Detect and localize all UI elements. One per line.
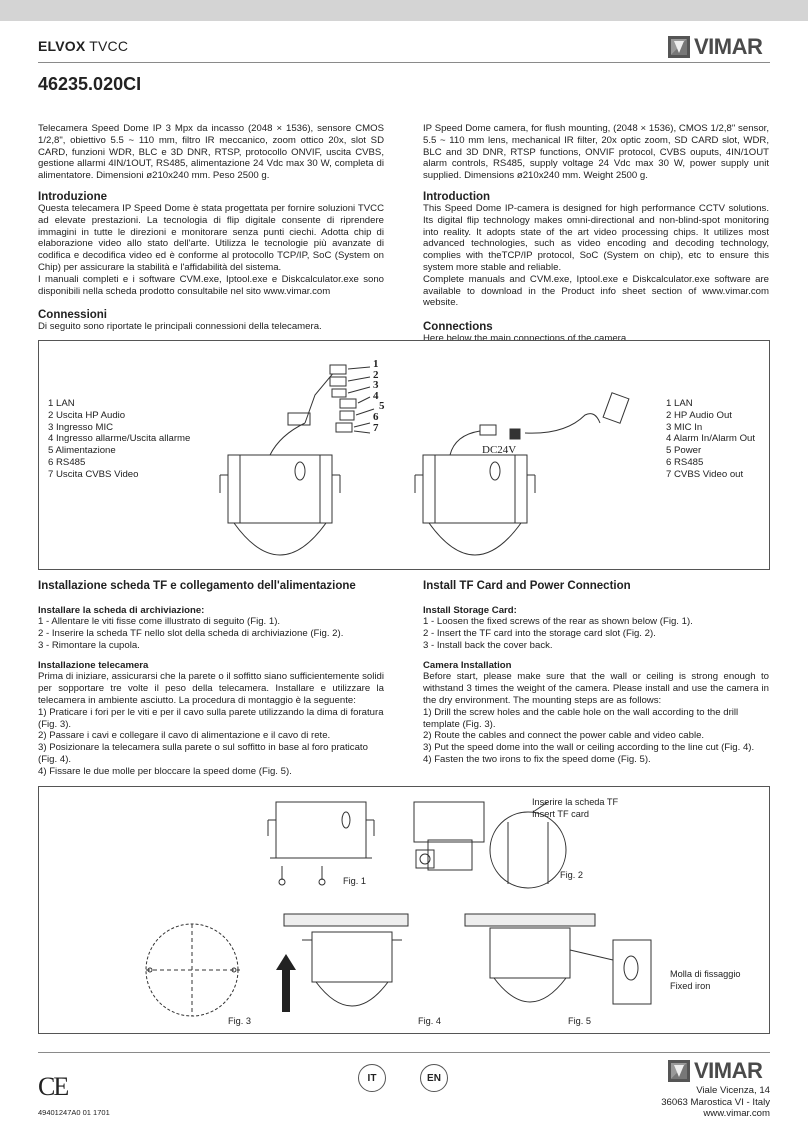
it-storage-title: Installare la scheda di archiviazione: [38,605,205,616]
it-intro-text: Questa telecamera IP Speed Dome è stata progettata per fornire soluzioni TVCC ad elevate prestazioni. La tecnologia di flip digitale consente di riprendere immagini in tutte le direzioni e monitorare senza punti ciechi. Adotta chip di elaborazione video allo stato dell'arte. Utilizza le tecnologie più avanzate di codifica e decodifica video ed è conforme al protocollo TCP/IP, SoC (System on Chip) per assicurare la stabilità e l'affidabilità del sistema. [38,202,384,273]
en-storage-title: Install Storage Card: [423,605,517,616]
connector-number: 7 [373,421,379,434]
connector-numbers [373,359,385,433]
en-intro-text2: Complete manuals and CVM.exe, Iptool.exe e Diskcalculator.exe software are available to download in the Product info sheet section of www.vimar.com website. [423,273,769,309]
top-bar [0,0,808,21]
legend-it-item: 6 RS485 [48,456,86,468]
footer-divider [38,1052,770,1053]
legend-en-item: 1 LAN [666,398,693,409]
en-cam-step: 4) Fasten the two irons to fix the speed dome (Fig. 5). [423,753,651,765]
tf-callout-en: Insert TF card [532,808,590,819]
brand-title [38,38,128,54]
connector-number: 6 [373,410,379,423]
en-cam-step: 3) Put the speed dome into the wall or ceiling according to the line cut (Fig. 4). [423,742,755,754]
it-cam-step: 1) Praticare i fori per le viti e per il cavo sulla parete utilizzando la dima di foratura (Fig. 3). [38,706,384,730]
legend-it-item: 7 Uscita CVBS Video [48,468,139,480]
dc24v-label: DC24V [482,444,517,456]
fig5-label: Fig. 5 [568,1016,591,1026]
connector-number: 2 [373,368,379,381]
en-cam-step: 1) Drill the screw holes and the cable hole on the wall according to the drill template (Fig. 3). [423,706,739,730]
it-cam-title: Installazione telecamera [38,660,149,672]
legend-en-item: 3 MIC In [666,421,703,433]
legend-it-item: 3 Ingresso MIC [48,421,114,433]
legend-it-item: 5 Alimentazione [48,445,116,457]
connector-number: 4 [373,389,379,402]
en-cam-text: Before start, please make sure that the wall or ceiling is strong enough to withstand 3 times the weight of the camera. Please install and use the camera in the dry environment. The mounting steps are as follows: [423,671,769,706]
en-conn-text: Here below the main connections of the camera [423,333,627,345]
it-storage-step: 2 - Inserire la scheda TF nello slot della scheda di archiviazione (Fig. 2). [38,627,344,639]
legend-en [666,398,755,481]
footer-vimar-logo [668,1058,762,1084]
legend-en-item: 2 HP Audio Out [666,409,732,421]
brand-bold: ELVOX [38,38,86,54]
fig5-illustration [455,910,655,1030]
legend-en-item: 7 CVBS Video out [666,468,744,480]
website-link[interactable]: www.vimar.com [703,1108,770,1120]
en-storage-step: 1 - Loosen the fixed screws of the rear as shown below (Fig. 1). [423,616,693,627]
header-divider [38,62,770,63]
en-storage-step: 3 - Install back the cover back. [423,639,553,651]
tf-card-callout [532,797,618,820]
en-cam-title: Camera Installation [423,660,512,672]
legend-it-item: 4 Ingresso allarme/Uscita allarme [48,433,191,445]
en-intro-text: This Speed Dome IP-camera is designed for high performance CCTV solutions. Its digital flip technology makes omni-directional and non-blind-spot monitoring into reality. It adopts state of the art video processing chips. It utilizes most advanced technologies, such as video encoding and decoding technology, complies with theTCP/IP protocol, SoC (System on chip), etc to ensure this system more stable and reliable. [423,202,769,273]
legend-en-item: 5 Power [666,445,702,457]
fixing-spring-callout [670,969,740,992]
footer-vimar-logo-text: VIMAR [694,1058,763,1083]
it-storage-step: 1 - Allentare le viti fisse come illustrato di seguito (Fig. 1). [38,616,281,627]
fig1-label: Fig. 1 [343,876,366,886]
tf-callout-it: Inserire la scheda TF [532,797,619,807]
vimar-logo-icon [668,1060,690,1082]
it-intro-paragraph: Telecamera Speed Dome IP 3 Mpx da incasso (2048 × 1536), sensore CMOS 1/2,8", obiettivo 5.5 ~ 110 mm, filtro IR meccanico, zoom ottico 20x, slot SD CARD, funzioni WDR, BLC e 3D DNR, RTSP, protocollo ONVIF, uscita CVBS, gestione allarmi 4IN/1OUT, RS485, alimentazione 24 Vdc max 30 W, completa di alimentatore. Dimensioni ø210x240 mm. Peso 2500 g. [38,123,384,182]
fig3-drill-template [140,920,250,1020]
legend-en-item: 6 RS485 [666,456,704,468]
connector-number: 5 [379,400,385,413]
fig3-label: Fig. 3 [228,1016,251,1026]
en-install-title: Install TF Card and Power Connection [423,580,631,592]
it-conn-title: Connessioni [38,309,108,322]
connector-number: 3 [373,379,379,392]
document-code: 49401247A0 01 1701 [38,1108,110,1117]
molla-callout-it: Molla di fissaggio [670,969,741,979]
en-cam-step: 2) Route the cables and connect the power cable and video cable. [423,730,705,742]
address-line: 36063 Marostica VI - Italy [661,1096,770,1108]
en-intro-title: Introduction [423,190,491,203]
it-cam-step: 3) Posizionare la telecamera sulla parete o sul soffitto in base al foro praticato (Fig. 4). [38,742,368,765]
it-install-title: Installazione scheda TF e collegamento dell'alimentazione [38,580,356,592]
it-cam-step: 2) Passare i cavi e collegare il cavo di alimentazione e il cavo di rete. [38,730,331,742]
en-install-section [423,580,769,766]
connector-number: 1 [373,358,379,370]
address-line: Viale Vicenza, 14 [696,1085,770,1096]
brand-rest: TVCC [85,38,129,54]
legend-en-item: 4 Alarm In/Alarm Out [666,433,756,445]
it-install-section [38,580,384,778]
it-cam-text: Prima di iniziare, assicurarsi che la parete o il soffitto siano sufficientemente solidi per sopportare tre volte il peso della telecamera. Installare e utilizzare la telecamera in ambiente asciutto. La procedura di montaggio è la seguente: [38,671,384,706]
it-cam-step: 4) Fissare le due molle per bloccare la speed dome (Fig. 5). [38,765,292,777]
fig1-illustration [262,800,402,890]
fig2-label: Fig. 2 [560,870,583,880]
molla-callout-en: Fixed iron [670,980,711,991]
en-column-top [423,123,769,345]
vimar-logo-icon [668,36,690,58]
camera-power-illustration [405,385,645,565]
it-intro-text2: I manuali completi e i software CVM.exe, Iptool.exe e Diskcalculator.exe sono disponibili nella scheda prodotto consultabile nel sito www.vimar.com [38,273,384,297]
fig4-illustration [272,910,422,1030]
ce-mark: CE [38,1072,68,1101]
it-conn-text: Di seguito sono riportate le principali connessioni della telecamera. [38,321,322,333]
vimar-logo-text: VIMAR [694,34,763,59]
company-address [620,1085,770,1120]
model-code: 46235.020CI [38,74,142,94]
en-storage-step: 2 - Insert the TF card into the storage card slot (Fig. 2). [423,627,656,639]
fig4-label: Fig. 4 [418,1016,441,1026]
it-column-top [38,123,384,333]
language-badge-it: IT [358,1064,386,1092]
legend-it [48,398,190,481]
it-intro-title: Introduzione [38,190,107,203]
legend-it-item: 2 Uscita HP Audio [48,409,126,421]
language-badge-en: EN [420,1064,448,1092]
legend-it-item: 1 LAN [48,398,75,409]
en-conn-title: Connections [423,321,493,334]
en-intro-paragraph: IP Speed Dome camera, for flush mounting, (2048 × 1536), CMOS 1/2,8" sensor, 5.5 ~ 110 mm lens, mechanical IR filter, 20x optic zoom, SD CARD slot, WDR, BLC and 3D DNR, RTSP functions, ONVIF protocol, CVBS ouputs, 4IN/1OUT alarm controls, RS485, supply voltage 24 Vdc max 30 W, power supply unit supplied. Dimensions ø210x240 mm. Weight 2500 g. [423,123,769,182]
vimar-logo [668,34,762,60]
it-storage-step: 3 - Rimontare la cupola. [38,639,140,651]
